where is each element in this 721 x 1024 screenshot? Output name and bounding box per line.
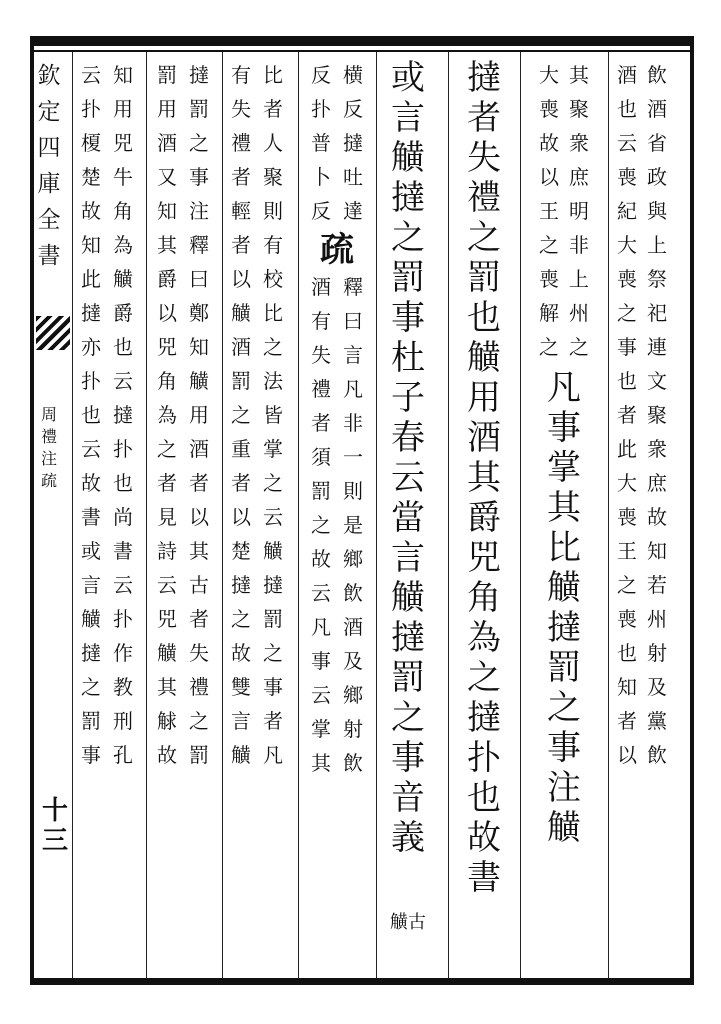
- commentary-line: 撻罰之事注釋曰鄭知觵用酒者以其古者失禮之罰: [189, 63, 209, 767]
- commentary-line: 反扑普卜反: [311, 63, 331, 223]
- commentary-line: 飲酒省政與上祭祀連文聚衆庶故知若州射及黨飲: [647, 63, 667, 767]
- text-column-mixed: [522, 58, 606, 848]
- commentary-line: 有失禮者輕者以觵酒罰之重者以楚撻之故雙言觵: [231, 63, 251, 767]
- commentary-line: 横反撻吐達: [343, 63, 363, 223]
- fish-tail-mark: [36, 316, 70, 350]
- page-number: 十三: [41, 796, 68, 856]
- main-text-line: 凡事掌其比觵撻罰之事注觵: [547, 368, 581, 848]
- commentary-line: 其聚衆庶明非上州之: [569, 63, 589, 359]
- volume-title-margin: 周禮注疏: [40, 405, 57, 490]
- text-column-mixed: [300, 58, 374, 780]
- page-frame-right: [690, 36, 694, 985]
- commentary-line: 云扑榎楚故知此撻亦扑也云故書或言觵撻之罰事: [81, 63, 101, 767]
- phonetic-note: 觵古: [390, 912, 426, 933]
- page-frame-top: [30, 36, 694, 46]
- commentary-line: 酒也云喪紀大喪之事也者此大喪王之喪也知者以: [617, 63, 637, 767]
- commentary-line: 酒有失禮者須罰之故云凡事云掌其: [311, 275, 331, 775]
- commentary-line: 釋曰言凡非一則是鄉飲酒及鄉射飲: [343, 275, 363, 775]
- commentary-line: 知用兕牛角為觵爵也云撻扑也尚書云扑作教刑孔: [113, 63, 133, 767]
- commentary-line: 罰用酒又知其爵以兕角為之者見詩云兕觵其觩故: [157, 63, 177, 767]
- commentary-line: 比者人聚則有校比之法皆掌之云觵撻罰之事者凡: [263, 63, 283, 767]
- column-divider: [608, 52, 609, 978]
- page-frame-bottom: [30, 978, 694, 985]
- column-divider: [376, 52, 377, 978]
- main-text-line: 撻者失禮之罰也觵用酒其爵兕角為之撻扑也故書: [467, 58, 501, 898]
- page-frame-top-rule: [30, 50, 694, 52]
- main-text-line: 或言觵撻之罰事杜子春云當言觵撻罰之事音義: [391, 58, 425, 858]
- column-divider: [520, 52, 521, 978]
- commentary-line: 大喪故以王之喪解之: [539, 63, 559, 359]
- column-divider: [448, 52, 449, 978]
- column-divider: [72, 52, 73, 978]
- shu-marker: 疏: [320, 230, 354, 270]
- book-title-margin: 欽定四庫全書: [37, 63, 61, 269]
- column-divider: [146, 52, 147, 978]
- column-divider: [298, 52, 299, 978]
- column-divider: [222, 52, 223, 978]
